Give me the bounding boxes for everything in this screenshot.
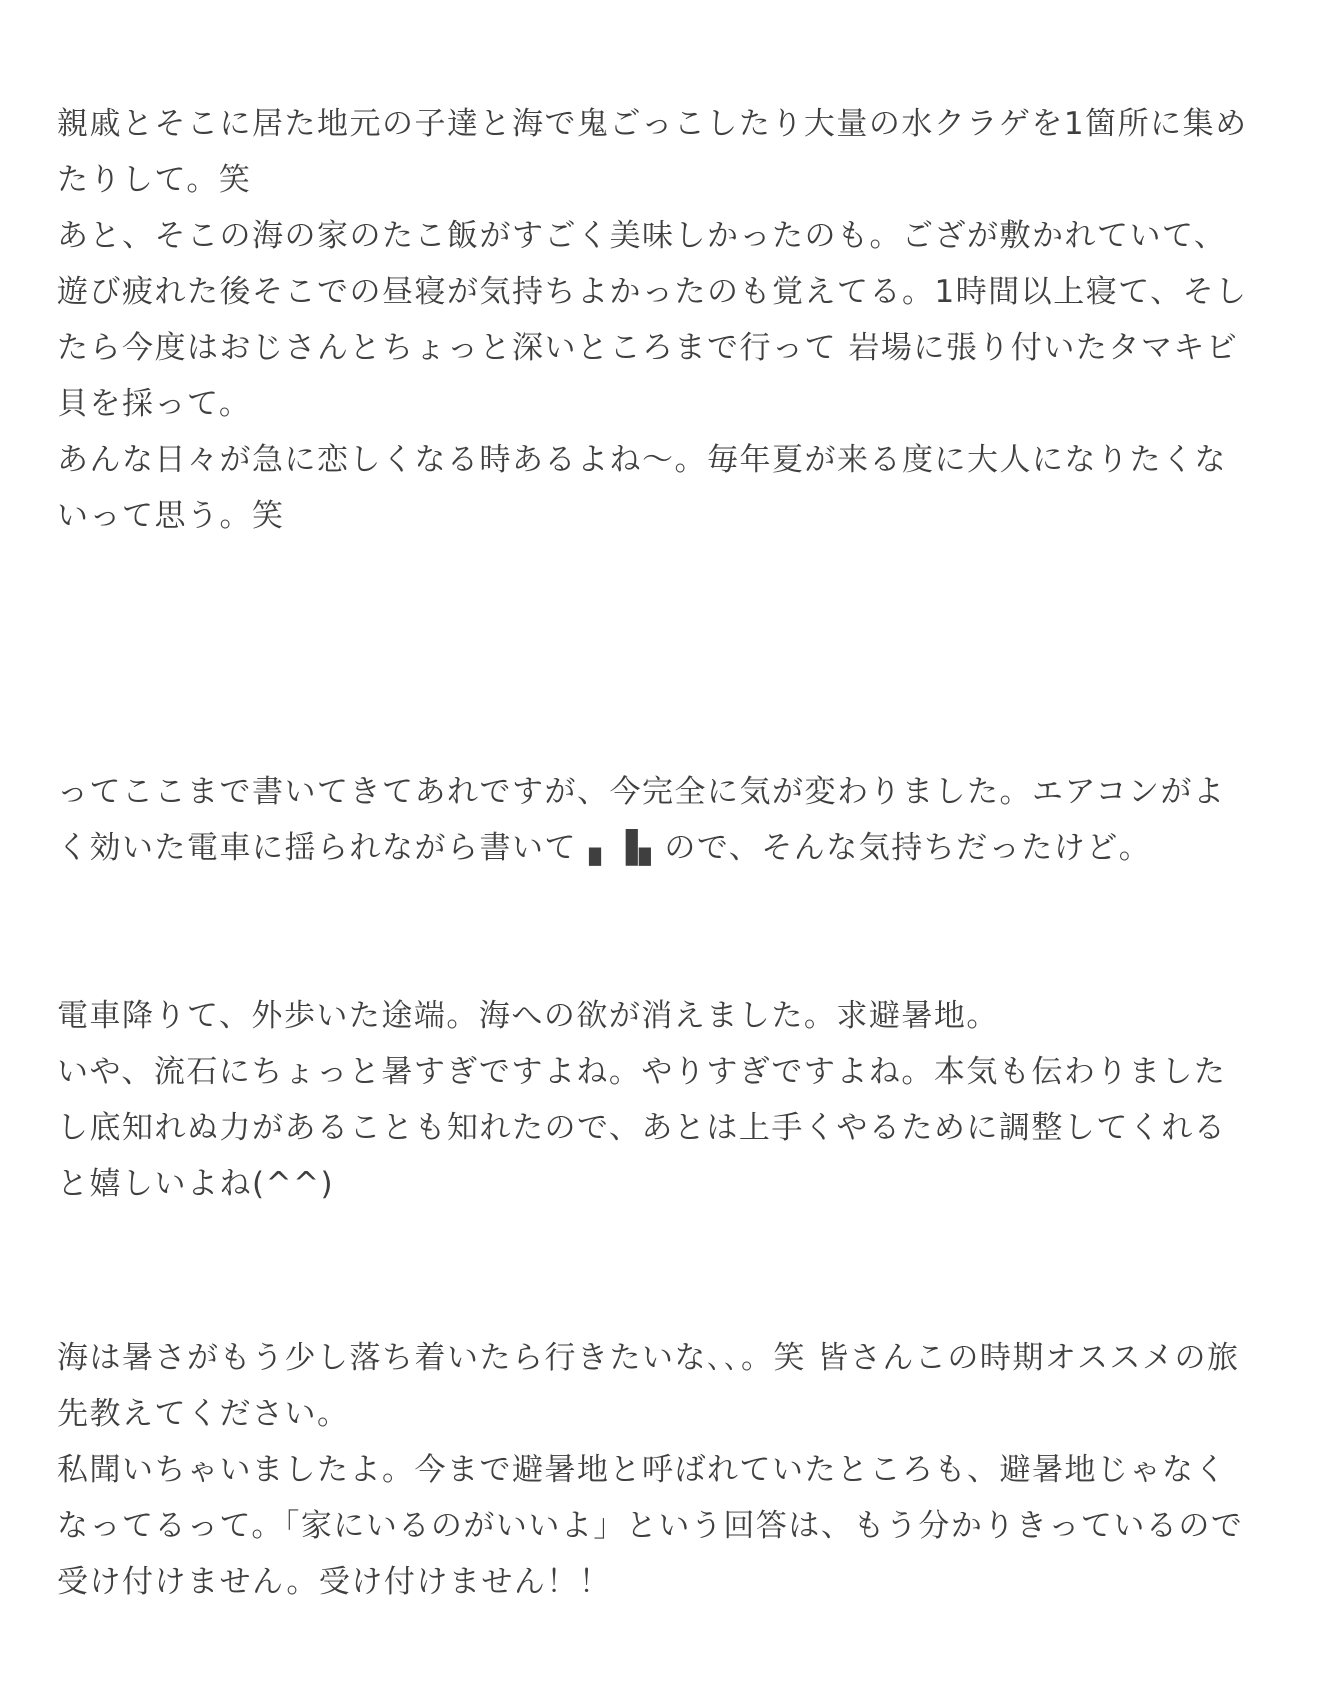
text-line: 海は暑さがもう少し落ち着いたら行きたいな､､。笑 皆さんこの時期オススメの旅	[57, 1340, 1240, 1376]
text-line: ってここまで書いてきてあれですが、今完全に気が変わりました。エアコンがよ	[57, 774, 1226, 810]
text-line: なってるって。「家にいるのがいいよ」という回答は、もう分かりきっているので	[57, 1508, 1244, 1544]
paragraph-spacer	[57, 544, 1297, 764]
text-line: あと、そこの海の家のたこ飯がすごく美味しかったのも。ござが敷かれていて、	[57, 218, 1227, 254]
text-line: 受け付けません。受け付けません！！	[57, 1564, 612, 1600]
text-line: く効いた電車に揺られながら書いて▗ ▐▖ので、そんな気持ちだったけど。	[57, 830, 1152, 866]
text-line: 私聞いちゃいましたよ。今まで避暑地と呼ばれていたところも、避暑地じゃなく	[57, 1452, 1227, 1488]
paragraph-request	[57, 1330, 1297, 1610]
paragraph-spacer	[57, 876, 1297, 988]
text-line: たら今度はおじさんとちょっと深いところまで行って 岩場に張り付いたタマキビ	[57, 330, 1239, 366]
text-line: と嬉しいよね(^^)	[57, 1166, 335, 1202]
text-line: 遊び疲れた後そこでの昼寝が気持ちよかったのも覚えてる。1時間以上寝て、そし	[57, 274, 1248, 310]
text-line: 電車降りて、外歩いた途端。海への欲が消えました。求避暑地。	[57, 998, 999, 1034]
text-line: いや、流石にちょっと暑すぎですよね。やりすぎですよね。本気も伝わりました	[57, 1054, 1227, 1090]
article-body	[57, 96, 1297, 1610]
text-line: いって思う。笑	[57, 498, 285, 534]
text-line: 先教えてください。	[57, 1396, 350, 1432]
text-line: あんな日々が急に恋しくなる時あるよね〜。毎年夏が来る度に大人になりたくな	[57, 442, 1227, 478]
text-line: 親戚とそこに居た地元の子達と海で鬼ごっこしたり大量の水クラゲを1箇所に集め	[57, 106, 1248, 142]
text-line: 貝を採って。	[57, 386, 252, 422]
paragraph-memory	[57, 96, 1297, 544]
paragraph-spacer	[57, 1212, 1297, 1330]
paragraph-heat	[57, 988, 1297, 1212]
text-line: たりして。笑	[57, 162, 252, 198]
text-line: し底知れぬ力があることも知れたので、あとは上手くやるために調整してくれる	[57, 1110, 1227, 1146]
paragraph-train	[57, 764, 1297, 876]
